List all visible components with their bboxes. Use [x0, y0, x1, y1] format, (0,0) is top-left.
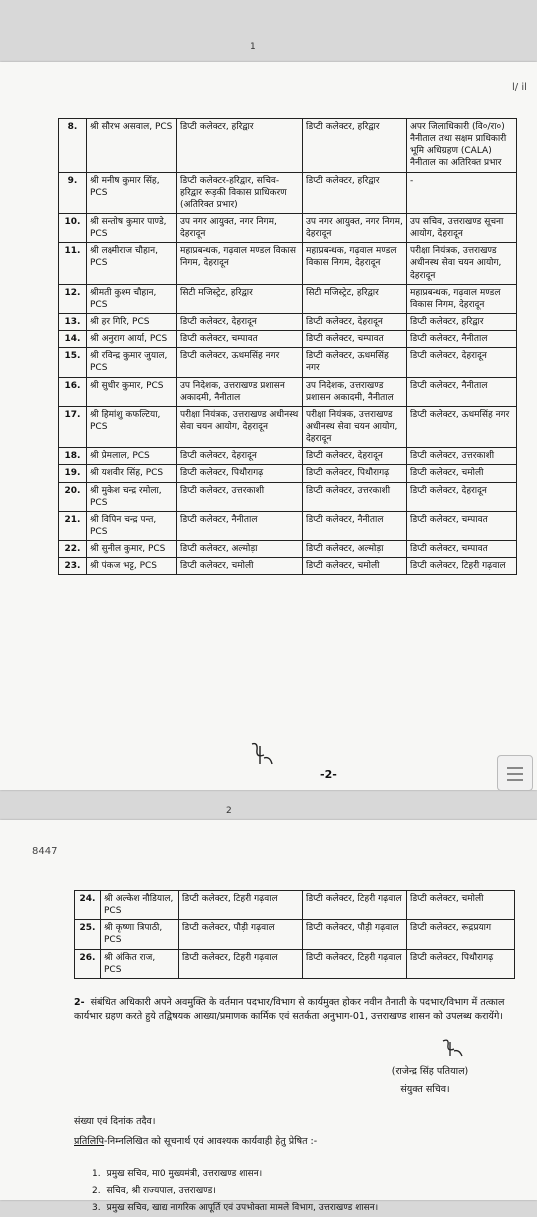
new-posting-cell: डिप्टी कलेक्टर, देहरादून: [303, 313, 407, 330]
page-footer-number: -2-: [320, 768, 337, 781]
additional-charge-cell: डिप्टी कलेक्टर, चमोली: [407, 891, 515, 920]
additional-charge-cell: डिप्टी कलेक्टर, नैनीताल: [407, 377, 517, 406]
table-row: [59, 541, 517, 558]
new-posting-cell: सिटी मजिस्ट्रेट, हरिद्वार: [303, 284, 407, 313]
new-posting-cell: डिप्टी कलेक्टर, पौड़ी गढ़वाल: [303, 920, 407, 949]
current-posting-cell: डिप्टी कलेक्टर, चम्पावत: [177, 331, 303, 348]
officer-name-cell: श्री अंकित राज, PCS: [101, 949, 179, 978]
officer-name-cell: श्री सुनील कुमार, PCS: [87, 541, 177, 558]
current-posting-cell: डिप्टी कलेक्टर, चमोली: [177, 558, 303, 575]
serial-number-cell: 8.: [59, 119, 87, 173]
transfer-table-page-1: [58, 118, 517, 575]
current-posting-cell: डिप्टी कलेक्टर, हरिद्वार: [177, 119, 303, 173]
additional-charge-cell: डिप्टी कलेक्टर, उत्तरकाशी: [407, 448, 517, 465]
list-item: [92, 1200, 378, 1217]
current-posting-cell: डिप्टी कलेक्टर, टिहरी गढ़वाल: [179, 891, 303, 920]
current-posting-cell: डिप्टी कलेक्टर-हरिद्वार, सचिव-हरिद्वार रूड़की विकास प्राधिकरण (अतिरिक्त प्रभार): [177, 172, 303, 213]
serial-number-cell: 15.: [59, 348, 87, 377]
current-posting-cell: डिप्टी कलेक्टर, उत्तरकाशी: [177, 482, 303, 511]
current-posting-cell: सिटी मजिस्ट्रेट, हरिद्वार: [177, 284, 303, 313]
table-row: [59, 213, 517, 242]
additional-charge-cell: -: [407, 172, 517, 213]
serial-number-cell: 11.: [59, 243, 87, 284]
new-posting-cell: डिप्टी कलेक्टर, उत्तरकाशी: [303, 482, 407, 511]
serial-number-cell: 24.: [75, 891, 101, 920]
officer-name-cell: श्री सन्तोष कुमार पाण्डे, PCS: [87, 213, 177, 242]
table-row: [59, 348, 517, 377]
table-row: [59, 558, 517, 575]
officer-name-cell: श्री मनीष कुमार सिंह, PCS: [87, 172, 177, 213]
table-row: [75, 920, 515, 949]
new-posting-cell: डिप्टी कलेक्टर, चमोली: [303, 558, 407, 575]
new-posting-cell: डिप्टी कलेक्टर, नैनीताल: [303, 511, 407, 540]
table-row: [59, 406, 517, 447]
table-row: [59, 243, 517, 284]
officer-name-cell: श्री कृष्णा त्रिपाठी, PCS: [101, 920, 179, 949]
signatory-name: (राजेन्द्र सिंह पतियाल): [391, 1066, 469, 1077]
officer-name-cell: श्री विपिन चन्द्र पन्त, PCS: [87, 511, 177, 540]
new-posting-cell: डिप्टी कलेक्टर, हरिद्वार: [303, 172, 407, 213]
page-header-mark: 8447: [32, 846, 58, 857]
table-row: [59, 284, 517, 313]
new-posting-cell: उप नगर आयुक्त, नगर निगम, देहरादून: [303, 213, 407, 242]
additional-charge-cell: डिप्टी कलेक्टर, देहरादून: [407, 482, 517, 511]
officer-name-cell: श्री सौरभ असवाल, PCS: [87, 119, 177, 173]
current-posting-cell: डिप्टी कलेक्टर, देहरादून: [177, 448, 303, 465]
serial-number-cell: 10.: [59, 213, 87, 242]
additional-charge-cell: उप सचिव, उत्तराखण्ड सूचना आयोग, देहरादून: [407, 213, 517, 242]
copy-label: प्रतिलिपि: [74, 1136, 105, 1147]
officer-name-cell: श्री प्रेमलाल, PCS: [87, 448, 177, 465]
current-posting-cell: डिप्टी कलेक्टर, टिहरी गढ़वाल: [179, 949, 303, 978]
list-item-index: 2.: [92, 1186, 101, 1197]
new-posting-cell: डिप्टी कलेक्टर, पिथौरागढ़: [303, 465, 407, 482]
new-posting-cell: डिप्टी कलेक्टर, ऊधमसिंह नगर: [303, 348, 407, 377]
list-item-index: 1.: [92, 1169, 101, 1179]
new-posting-cell: डिप्टी कलेक्टर, हरिद्वार: [303, 119, 407, 173]
table-row: [59, 172, 517, 213]
additional-charge-cell: महाप्रबन्धक, गढ़वाल मण्डल विकास निगम, देहरादून: [407, 284, 517, 313]
current-posting-cell: डिप्टी कलेक्टर, पौड़ी गढ़वाल: [179, 920, 303, 949]
current-posting-cell: डिप्टी कलेक्टर, नैनीताल: [177, 511, 303, 540]
current-posting-cell: डिप्टी कलेक्टर, अल्मोड़ा: [177, 541, 303, 558]
table-row: [59, 465, 517, 482]
additional-charge-cell: डिप्टी कलेक्टर, चम्पावत: [407, 541, 517, 558]
officer-name-cell: श्री अल्केश नौडियाल, PCS: [101, 891, 179, 920]
serial-number-cell: 20.: [59, 482, 87, 511]
serial-number-cell: 23.: [59, 558, 87, 575]
officer-name-cell: श्री रविन्द्र कुमार जुयाल, PCS: [87, 348, 177, 377]
new-posting-cell: डिप्टी कलेक्टर, टिहरी गढ़वाल: [303, 891, 407, 920]
new-posting-cell: डिप्टी कलेक्टर, देहरादून: [303, 448, 407, 465]
additional-charge-cell: डिप्टी कलेक्टर, नैनीताल: [407, 331, 517, 348]
current-posting-cell: उप निदेशक, उत्तराखण्ड प्रशासन अकादमी, नैनीताल: [177, 377, 303, 406]
instruction-paragraph: [74, 996, 514, 1025]
current-posting-cell: महाप्रबन्धक, गढ़वाल मण्डल विकास निगम, देहरादून: [177, 243, 303, 284]
new-posting-cell: उप निदेशक, उत्तराखण्ड प्रशासन अकादमी, नैनीताल: [303, 377, 407, 406]
table-row: [59, 331, 517, 348]
new-posting-cell: महाप्रबन्धक, गढ़वाल मण्डल विकास निगम, देहरादून: [303, 243, 407, 284]
page-number-1: 1: [250, 42, 256, 52]
list-item: [92, 1166, 378, 1183]
officer-name-cell: श्रीमती कुश्म चौहान, PCS: [87, 284, 177, 313]
serial-number-cell: 12.: [59, 284, 87, 313]
table-row: [59, 482, 517, 511]
serial-number-cell: 17.: [59, 406, 87, 447]
serial-number-cell: 18.: [59, 448, 87, 465]
officer-name-cell: श्री लक्ष्मीराज चौहान, PCS: [87, 243, 177, 284]
serial-number-cell: 16.: [59, 377, 87, 406]
officer-name-cell: श्री सुधीर कुमार, PCS: [87, 377, 177, 406]
serial-number-cell: 21.: [59, 511, 87, 540]
margin-mark: l/ il: [512, 82, 527, 93]
current-posting-cell: डिप्टी कलेक्टर, पिथौरागढ़: [177, 465, 303, 482]
serial-number-cell: 9.: [59, 172, 87, 213]
table-row: [59, 119, 517, 173]
table-row: [59, 448, 517, 465]
additional-charge-cell: डिप्टी कलेक्टर, चम्पावत: [407, 511, 517, 540]
new-posting-cell: परीक्षा नियंत्रक, उत्तराखण्ड अधीनस्थ सेवा चयन आयोग, देहरादून: [303, 406, 407, 447]
paragraph-text: संबंधित अधिकारी अपने अवमुक्ति के वर्तमान पदभार/विभाग से कार्यमुक्त होकर नवीन तैनाती के पदभार/विभाग में तत्काल कार्यभार ग्रहण करते हुये तद्विषयक आख्या/प्रमाणक कार्मिक एवं सतर्कता अनुभाग-01, उत्तराखण्ड शासन को उपलब्ध करायेंगे।: [74, 997, 505, 1023]
list-item-text: प्रमुख सचिव, खाद्य नागरिक आपूर्ति एवं उपभोक्ता मामले विभाग, उत्तराखण्ड शासन।: [106, 1203, 379, 1214]
additional-charge-cell: डिप्टी कलेक्टर, रूद्रप्रयाग: [407, 920, 515, 949]
document-page-1: [0, 62, 537, 790]
additional-charge-cell: परीक्षा नियंत्रक, उत्तराखण्ड अधीनस्थ सेवा चयन आयोग, देहरादून: [407, 243, 517, 284]
table-row: [75, 891, 515, 920]
officer-name-cell: श्री यशवीर सिंह, PCS: [87, 465, 177, 482]
serial-number-cell: 13.: [59, 313, 87, 330]
current-posting-cell: उप नगर आयुक्त, नगर निगम, देहरादून: [177, 213, 303, 242]
serial-number-cell: 19.: [59, 465, 87, 482]
new-posting-cell: डिप्टी कलेक्टर, टिहरी गढ़वाल: [303, 949, 407, 978]
table-row: [59, 313, 517, 330]
additional-charge-cell: डिप्टी कलेक्टर, टिहरी गढ़वाल: [407, 558, 517, 575]
officer-name-cell: श्री पंकज भट्ट, PCS: [87, 558, 177, 575]
reference-line: संख्या एवं दिनांक तदैव।: [74, 1116, 156, 1127]
additional-charge-cell: डिप्टी कलेक्टर, पिथौरागढ़: [407, 949, 515, 978]
list-item-index: 3.: [92, 1203, 101, 1214]
serial-number-cell: 22.: [59, 541, 87, 558]
table-row: [75, 949, 515, 978]
serial-number-cell: 26.: [75, 949, 101, 978]
current-posting-cell: डिप्टी कलेक्टर, देहरादून: [177, 313, 303, 330]
additional-charge-cell: डिप्टी कलेक्टर, देहरादून: [407, 348, 517, 377]
officer-name-cell: श्री मुकेश चन्द्र रमोला, PCS: [87, 482, 177, 511]
copy-text: -निम्नलिखित को सूचनार्थ एवं आवश्यक कार्यवाही हेतु प्रेषित :-: [104, 1136, 318, 1147]
officer-name-cell: श्री हिमांशु कफल्टिया, PCS: [87, 406, 177, 447]
additional-charge-cell: डिप्टी कलेक्टर, चमोली: [407, 465, 517, 482]
page-number-2: 2: [226, 806, 232, 816]
document-page-2: [0, 820, 537, 1214]
additional-charge-cell: डिप्टी कलेक्टर, हरिद्वार: [407, 313, 517, 330]
distribution-list: [92, 1166, 378, 1217]
copy-to-line: [74, 1134, 317, 1147]
serial-number-cell: 25.: [75, 920, 101, 949]
additional-charge-cell: अपर जिलाधिकारी (वि०/रा०) नैनीताल तथा सक्षम प्राधिकारी भूमि अधिग्रहण (CALA) नैनीताल का अतिरिक्त प्रभार: [407, 119, 517, 173]
additional-charge-cell: डिप्टी कलेक्टर, ऊधमसिंह नगर: [407, 406, 517, 447]
transfer-table-page-2: [74, 890, 515, 979]
initial-signature-page-1: [248, 740, 278, 768]
serial-number-cell: 14.: [59, 331, 87, 348]
signatory-signature: [440, 1037, 466, 1059]
new-posting-cell: डिप्टी कलेक्टर, चम्पावत: [303, 331, 407, 348]
officer-name-cell: श्री हर गिरि, PCS: [87, 313, 177, 330]
new-posting-cell: डिप्टी कलेक्टर, अल्मोड़ा: [303, 541, 407, 558]
scroll-handle-icon[interactable]: [497, 755, 533, 791]
list-item: [92, 1183, 378, 1200]
list-item-text: सचिव, श्री राज्यपाल, उत्तराखण्ड।: [106, 1186, 216, 1197]
list-item-text: प्रमुख सचिव, मा0 मुख्यमंत्री, उत्तराखण्ड शासन।: [106, 1169, 263, 1179]
paragraph-number: 2-: [74, 997, 85, 1008]
officer-name-cell: श्री अनुराग आर्या, PCS: [87, 331, 177, 348]
current-posting-cell: परीक्षा नियंत्रक, उत्तराखण्ड अधीनस्थ सेवा चयन आयोग, देहरादून: [177, 406, 303, 447]
table-row: [59, 511, 517, 540]
table-row: [59, 377, 517, 406]
signatory-title: संयुक्त सचिव।: [400, 1084, 450, 1095]
current-posting-cell: डिप्टी कलेक्टर, ऊधमसिंह नगर: [177, 348, 303, 377]
